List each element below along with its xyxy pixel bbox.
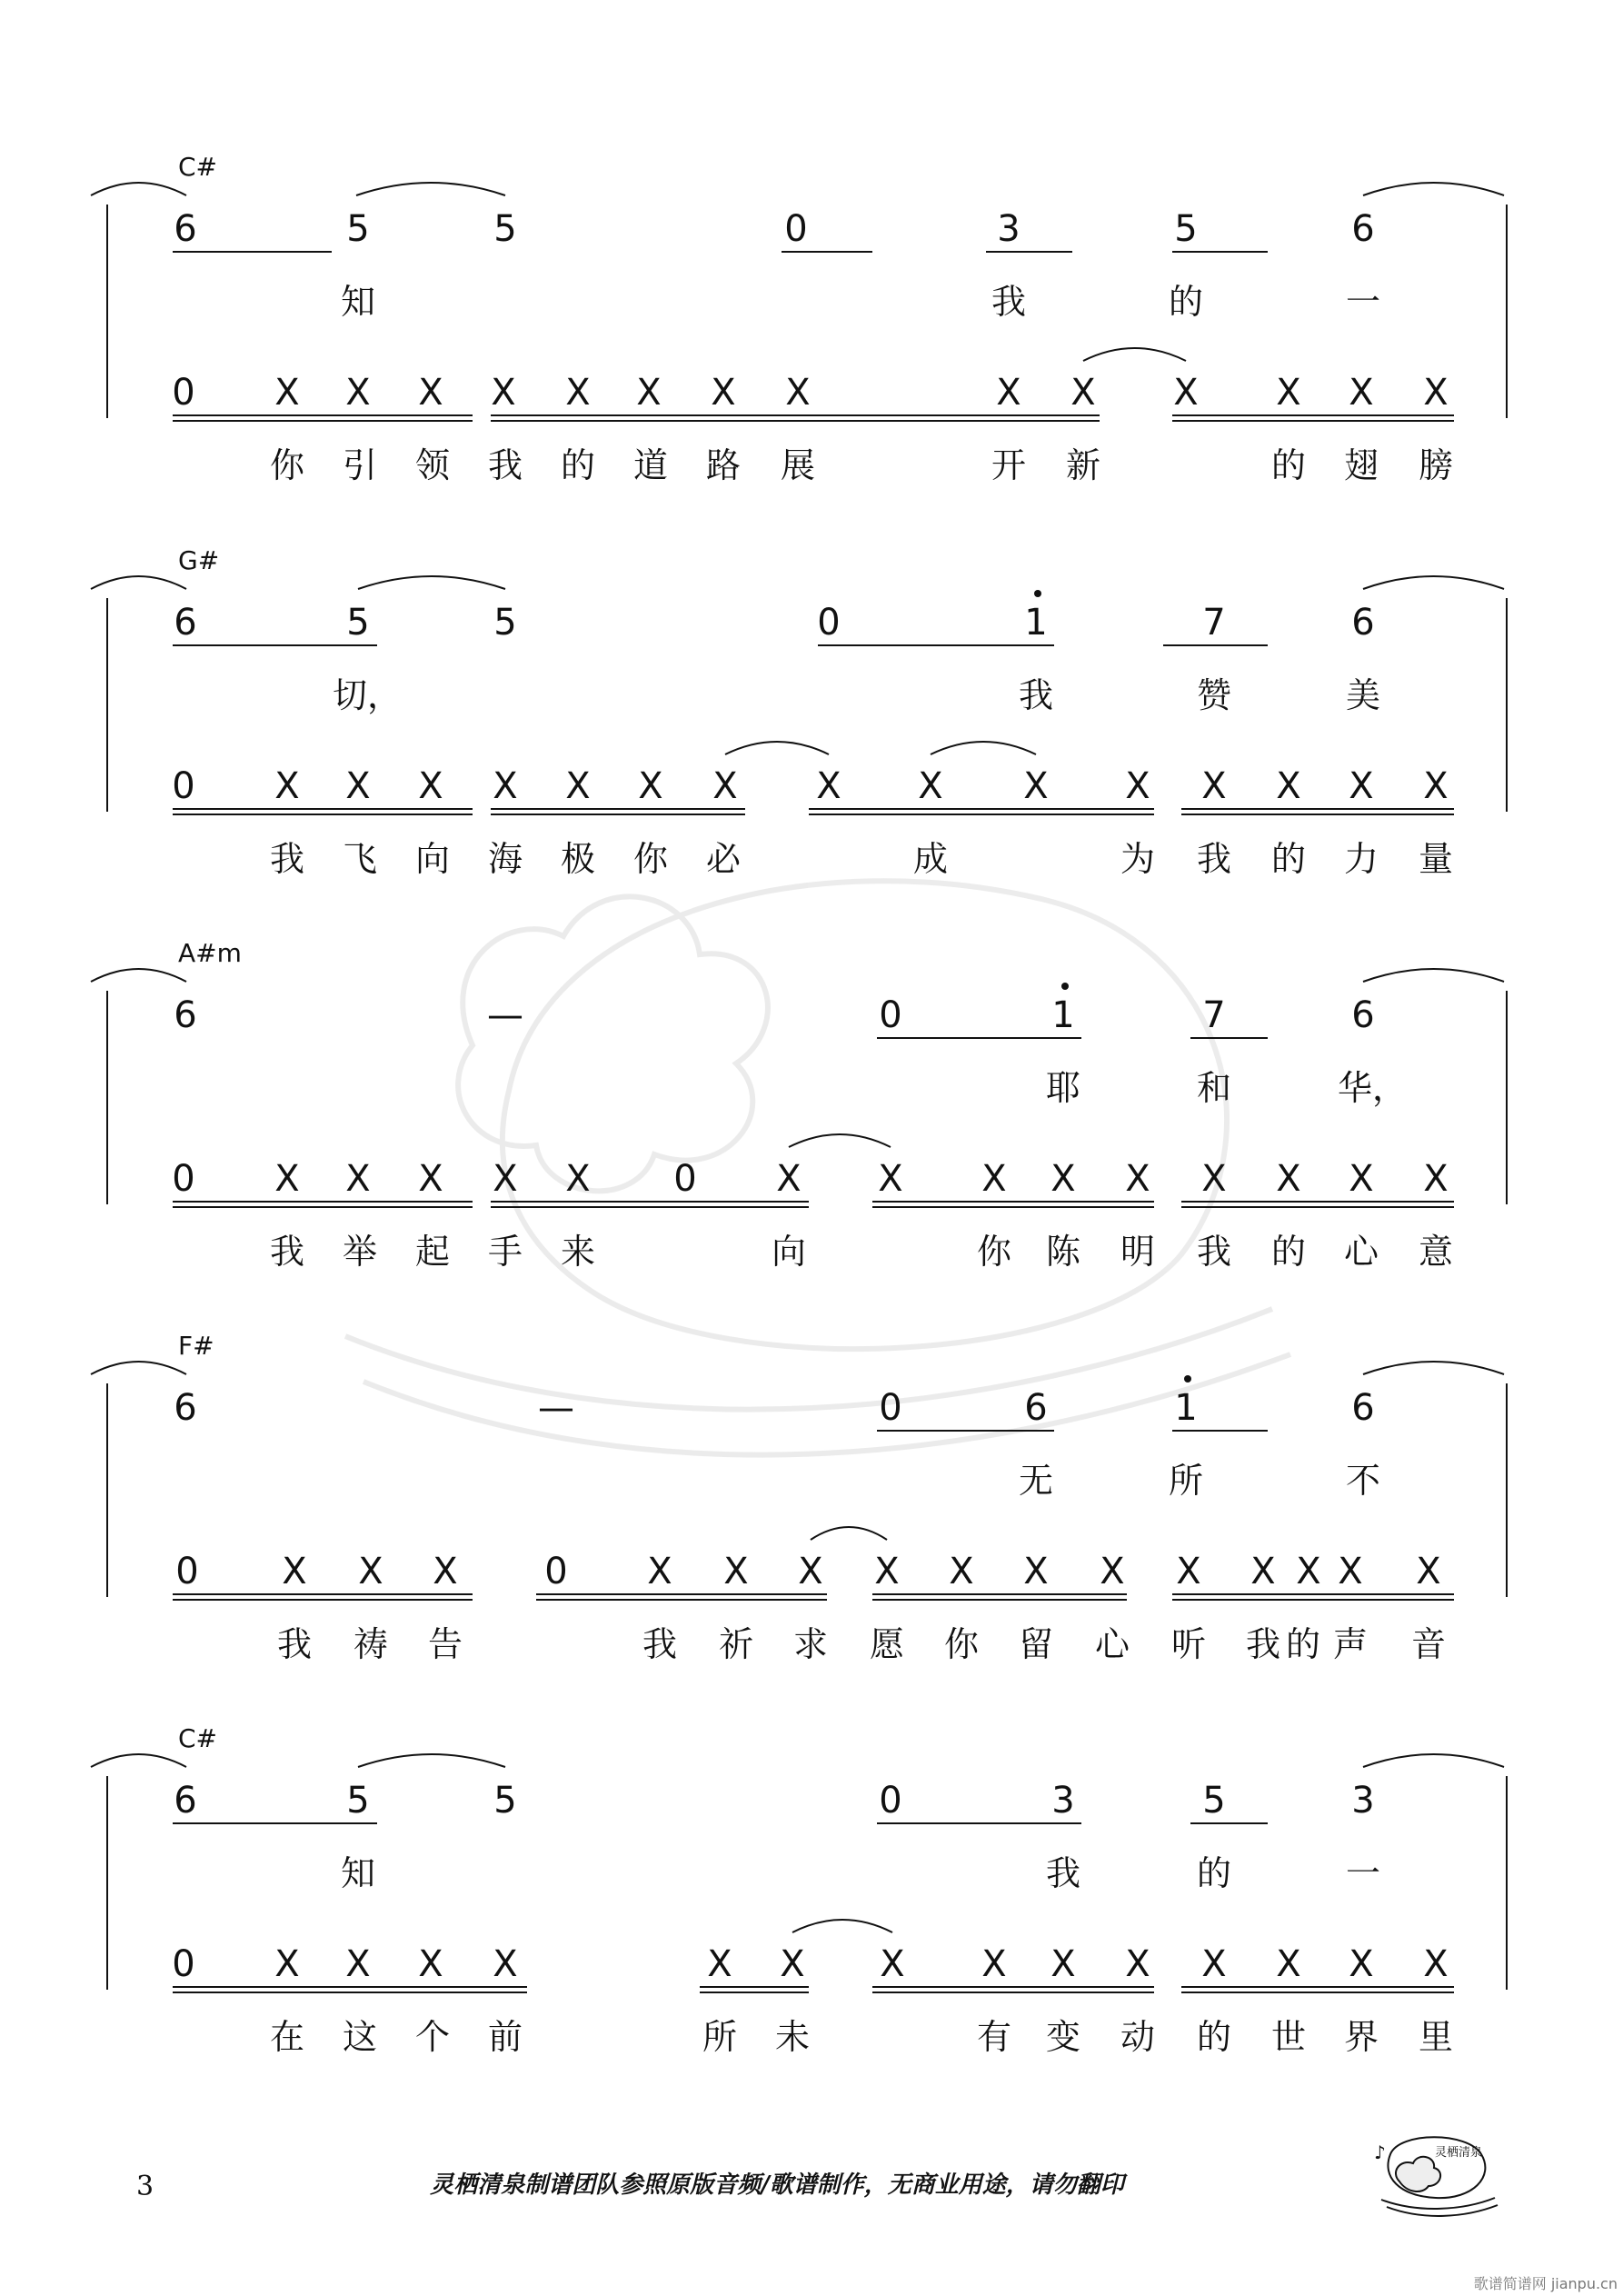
rhythm-beat: X — [636, 372, 662, 414]
rap-lyric: 手 — [487, 1232, 523, 1272]
chord-symbol: A#m — [178, 938, 242, 968]
rhythm-beat: X — [1050, 1943, 1076, 1985]
rap-lyric: 向 — [414, 839, 451, 879]
rhythm-beat: 0 — [172, 1158, 195, 1200]
rhythm-slur — [811, 1527, 887, 1540]
rhythm-beat: X — [1023, 765, 1049, 807]
rhythm-beat: X — [1338, 1551, 1363, 1592]
rhythm-beat: X — [1050, 1158, 1076, 1200]
melody-note: 6 — [1024, 1387, 1048, 1429]
rhythm-slur — [725, 742, 829, 754]
rhythm-beat: X — [1125, 1158, 1150, 1200]
melody-note: 6 — [174, 994, 197, 1036]
rap-lyric: 引 — [342, 445, 378, 485]
rhythm-beat: X — [358, 1551, 383, 1592]
rhythm-beat: 0 — [172, 372, 195, 414]
rhythm-slur — [792, 1920, 892, 1932]
rhythm-beat: X — [918, 765, 943, 807]
rap-lyric: 我 — [269, 839, 305, 879]
rap-lyric: 向 — [771, 1232, 807, 1272]
rhythm-beat: X — [1201, 1158, 1227, 1200]
rhythm-beat: X — [1276, 1943, 1301, 1985]
melody-lyric: 所 — [1168, 1461, 1204, 1501]
rap-lyric: 翅 — [1343, 445, 1379, 485]
melody-note: 6 — [174, 1387, 197, 1429]
melody-note: — — [538, 1387, 574, 1429]
rap-lyric: 的 — [560, 445, 596, 485]
rap-lyric: 声 — [1332, 1624, 1369, 1664]
melody-note: 6 — [174, 1780, 197, 1822]
rap-lyric: 你 — [943, 1624, 980, 1664]
rhythm-beat: X — [996, 372, 1021, 414]
rap-lyric: 飞 — [342, 839, 378, 879]
rhythm-beat: X — [776, 1158, 802, 1200]
rap-lyric: 心 — [1343, 1232, 1379, 1272]
rhythm-beat: 0 — [175, 1551, 199, 1592]
rhythm-beat: X — [565, 765, 591, 807]
rhythm-beat: X — [1250, 1551, 1276, 1592]
rap-lyric: 我 — [276, 1624, 313, 1664]
rhythm-beat: X — [565, 372, 591, 414]
rhythm-beat: 0 — [544, 1551, 568, 1592]
rhythm-beat: X — [981, 1943, 1007, 1985]
rap-lyric: 世 — [1270, 2017, 1307, 2057]
score-system — [91, 1331, 1507, 1664]
rhythm-beat: X — [493, 1158, 518, 1200]
rhythm-beat: X — [1173, 372, 1199, 414]
rhythm-beat: X — [880, 1943, 905, 1985]
melody-slur — [1363, 576, 1504, 589]
rhythm-slur — [1083, 348, 1186, 361]
melody-note: 5 — [1174, 208, 1198, 250]
rap-lyric: 举 — [342, 1232, 378, 1272]
rap-lyric: 的 — [1196, 2017, 1232, 2057]
rap-lyric: 的 — [1270, 839, 1307, 879]
melody-note: 3 — [1351, 1780, 1375, 1822]
melody-lyric: 知 — [340, 1853, 376, 1893]
melody-slur — [356, 183, 505, 195]
melody-lyric: 的 — [1196, 1853, 1232, 1893]
melody-note: 5 — [1202, 1780, 1226, 1822]
rhythm-beat: X — [1423, 372, 1449, 414]
score-system — [91, 152, 1507, 485]
melody-note: 0 — [879, 1387, 902, 1429]
rap-lyric: 必 — [705, 839, 742, 879]
rap-lyric: 心 — [1094, 1624, 1130, 1664]
melody-lyric: 不 — [1345, 1461, 1381, 1501]
melody-slur — [91, 1754, 186, 1767]
rhythm-beat: X — [647, 1551, 672, 1592]
rap-lyric: 路 — [705, 445, 742, 485]
melody-lyric: 的 — [1168, 282, 1204, 322]
rhythm-beat: 0 — [172, 1943, 195, 1985]
score-system — [91, 1723, 1507, 2057]
chord-symbol: G# — [178, 545, 220, 575]
melody-slur — [91, 969, 186, 982]
rhythm-beat: X — [491, 372, 516, 414]
rhythm-beat: X — [493, 1943, 518, 1985]
rap-lyric: 个 — [414, 2017, 451, 2057]
melody-slur — [1363, 1754, 1504, 1767]
rap-lyric: 你 — [632, 839, 669, 879]
melody-note: 0 — [879, 994, 902, 1036]
melody-lyric: 一 — [1345, 282, 1381, 322]
rap-lyric: 我 — [269, 1232, 305, 1272]
rhythm-beat: X — [1276, 765, 1301, 807]
rap-lyric: 告 — [427, 1624, 463, 1664]
melody-slur — [1363, 1362, 1504, 1374]
rap-lyric: 变 — [1045, 2017, 1081, 2057]
rap-lyric: 膀 — [1418, 445, 1454, 485]
svg-text:♪: ♪ — [1374, 2141, 1386, 2163]
melody-lyric: 和 — [1196, 1068, 1232, 1108]
chord-symbol: F# — [178, 1331, 214, 1361]
page-number: 3 — [136, 2171, 154, 2202]
rap-lyric: 量 — [1418, 839, 1454, 879]
rhythm-beat: X — [345, 372, 371, 414]
melody-note: 0 — [784, 208, 808, 250]
rap-lyric: 祷 — [353, 1624, 389, 1664]
rap-lyric: 动 — [1120, 2017, 1156, 2057]
rhythm-beat: X — [780, 1943, 805, 1985]
melody-note: 1 — [1174, 1387, 1198, 1429]
rhythm-beat: X — [1349, 372, 1374, 414]
melody-note: 5 — [346, 1780, 370, 1822]
melody-slur — [1363, 183, 1504, 195]
melody-slur — [91, 183, 186, 195]
rhythm-beat: X — [1023, 1551, 1049, 1592]
melody-note: 5 — [493, 208, 517, 250]
rap-lyric: 求 — [792, 1624, 829, 1664]
rap-lyric: 的 — [1285, 1624, 1321, 1664]
melody-slur — [358, 576, 505, 589]
rhythm-beat: X — [282, 1551, 307, 1592]
melody-note: 0 — [879, 1780, 902, 1822]
melody-slur — [91, 1362, 186, 1374]
melody-lyric: 我 — [1018, 675, 1054, 715]
rhythm-beat: X — [274, 1158, 300, 1200]
rhythm-beat: X — [418, 765, 443, 807]
rhythm-beat: X — [1201, 765, 1227, 807]
rhythm-beat: X — [1201, 1943, 1227, 1985]
melody-note: 6 — [1351, 1387, 1375, 1429]
logo-label: 灵栖清泉 — [1434, 2146, 1483, 2160]
melody-note: 3 — [1051, 1780, 1075, 1822]
rap-lyric: 我 — [1245, 1624, 1281, 1664]
melody-note: 7 — [1202, 994, 1226, 1036]
rhythm-slur — [789, 1134, 891, 1147]
rhythm-beat: X — [345, 1158, 371, 1200]
rhythm-beat: X — [712, 765, 738, 807]
rap-lyric: 留 — [1018, 1624, 1054, 1664]
rhythm-beat: X — [798, 1551, 823, 1592]
rap-lyric: 力 — [1343, 839, 1379, 879]
rhythm-beat: X — [1349, 1158, 1374, 1200]
rap-lyric: 界 — [1343, 2017, 1379, 2057]
rap-lyric: 领 — [414, 445, 451, 485]
rhythm-beat: X — [1176, 1551, 1201, 1592]
melody-lyric: 我 — [991, 282, 1027, 322]
melody-note: 6 — [1351, 208, 1375, 250]
rap-lyric: 起 — [414, 1232, 451, 1272]
rap-lyric: 在 — [269, 2017, 305, 2057]
rhythm-beat: X — [345, 1943, 371, 1985]
rap-lyric: 愿 — [869, 1624, 905, 1664]
rhythm-beat: X — [418, 1943, 443, 1985]
high-octave-dot — [1184, 1375, 1191, 1383]
rap-lyric: 海 — [487, 839, 523, 879]
rhythm-beat: X — [1125, 765, 1150, 807]
rhythm-beat: X — [274, 372, 300, 414]
melody-slur — [91, 576, 186, 589]
rap-lyric: 所 — [702, 2017, 738, 2057]
rap-lyric: 展 — [780, 445, 816, 485]
melody-note: 3 — [997, 208, 1021, 250]
rap-lyric: 我 — [487, 445, 523, 485]
high-octave-dot — [1061, 983, 1069, 990]
rhythm-beat: X — [433, 1551, 458, 1592]
melody-lyric: 我 — [1045, 1853, 1081, 1893]
rap-lyric: 新 — [1065, 445, 1101, 485]
rhythm-beat: X — [1100, 1551, 1125, 1592]
rap-lyric: 开 — [991, 445, 1027, 485]
rhythm-beat: X — [1423, 765, 1449, 807]
rhythm-beat: X — [1423, 1943, 1449, 1985]
rhythm-beat: X — [878, 1158, 903, 1200]
rhythm-beat: X — [707, 1943, 732, 1985]
rap-lyric: 道 — [632, 445, 669, 485]
melody-lyric: 无 — [1018, 1461, 1054, 1501]
rhythm-beat: X — [638, 765, 663, 807]
rap-lyric: 我 — [1196, 839, 1232, 879]
rhythm-beat: 0 — [172, 765, 195, 807]
melody-note: 5 — [493, 602, 517, 644]
rhythm-beat: X — [274, 1943, 300, 1985]
rhythm-beat: X — [874, 1551, 900, 1592]
footer-notice: 灵栖清泉制谱团队参照原版音频/歌谱制作，无商业用途，请勿翻印 — [430, 2171, 1124, 2199]
melody-lyric: 一 — [1345, 1853, 1381, 1893]
rap-lyric: 我 — [1196, 1232, 1232, 1272]
rhythm-beat: X — [493, 765, 518, 807]
melody-note: 6 — [1351, 994, 1375, 1036]
rhythm-beat: X — [723, 1551, 749, 1592]
score-system — [91, 545, 1507, 879]
melody-note: 5 — [346, 208, 370, 250]
melody-lyric: 知 — [340, 282, 376, 322]
rhythm-beat: X — [1125, 1943, 1150, 1985]
rap-lyric: 这 — [342, 2017, 378, 2057]
melody-note: 0 — [817, 602, 841, 644]
site-watermark: 歌谱简谱网 jianpu.cn — [1473, 2275, 1618, 2292]
rap-lyric: 极 — [560, 839, 596, 879]
rhythm-beat: X — [565, 1158, 591, 1200]
melody-lyric: 切， — [332, 675, 403, 715]
chord-symbol: C# — [178, 1723, 218, 1753]
rap-lyric: 为 — [1120, 839, 1156, 879]
melody-note: 5 — [493, 1780, 517, 1822]
rhythm-beat: X — [1070, 372, 1096, 414]
rap-lyric: 祈 — [718, 1624, 754, 1664]
rap-lyric: 陈 — [1045, 1232, 1081, 1272]
melody-lyric: 赞 — [1196, 675, 1232, 715]
melody-note: 6 — [1351, 602, 1375, 644]
rap-lyric: 的 — [1270, 1232, 1307, 1272]
rap-lyric: 里 — [1418, 2017, 1454, 2057]
melody-note: — — [487, 994, 523, 1036]
rhythm-beat: X — [1349, 765, 1374, 807]
rhythm-beat: X — [949, 1551, 974, 1592]
rhythm-beat: X — [418, 372, 443, 414]
rhythm-beat: X — [274, 765, 300, 807]
rap-lyric: 成 — [912, 839, 949, 879]
rhythm-slur — [931, 742, 1036, 754]
rap-lyric: 音 — [1410, 1624, 1447, 1664]
rap-lyric: 意 — [1418, 1232, 1454, 1272]
rap-lyric: 来 — [560, 1232, 596, 1272]
rhythm-beat: 0 — [673, 1158, 697, 1200]
rhythm-beat: X — [1349, 1943, 1374, 1985]
rap-lyric: 未 — [774, 2017, 811, 2057]
rhythm-beat: X — [1416, 1551, 1441, 1592]
rap-lyric: 我 — [642, 1624, 678, 1664]
melody-note: 7 — [1202, 602, 1226, 644]
rhythm-beat: X — [345, 765, 371, 807]
chord-symbol: C# — [178, 152, 218, 182]
rhythm-beat: X — [785, 372, 811, 414]
rhythm-beat: X — [1276, 1158, 1301, 1200]
rap-lyric: 你 — [269, 445, 305, 485]
melody-note: 6 — [174, 602, 197, 644]
rhythm-beat: X — [816, 765, 841, 807]
melody-lyric: 美 — [1345, 675, 1381, 715]
rhythm-beat: X — [981, 1158, 1007, 1200]
score-system — [91, 938, 1507, 1272]
rhythm-beat: X — [1276, 372, 1301, 414]
melody-note: 1 — [1024, 602, 1048, 644]
rap-lyric: 明 — [1120, 1232, 1156, 1272]
team-logo-icon — [1374, 2137, 1498, 2216]
melody-note: 1 — [1051, 994, 1075, 1036]
rap-lyric: 听 — [1170, 1624, 1207, 1664]
melody-slur — [1363, 969, 1504, 982]
melody-lyric: 华， — [1337, 1068, 1408, 1108]
rhythm-beat: X — [711, 372, 736, 414]
rap-lyric: 有 — [976, 2017, 1012, 2057]
rhythm-beat: X — [418, 1158, 443, 1200]
melody-note: 5 — [346, 602, 370, 644]
high-octave-dot — [1034, 590, 1041, 597]
melody-lyric: 耶 — [1045, 1068, 1081, 1108]
melody-note: 6 — [174, 208, 197, 250]
rhythm-beat: X — [1423, 1158, 1449, 1200]
melody-slur — [358, 1754, 505, 1767]
rhythm-beat: X — [1296, 1551, 1321, 1592]
rap-lyric: 你 — [976, 1232, 1012, 1272]
rap-lyric: 前 — [487, 2017, 523, 2057]
rap-lyric: 的 — [1270, 445, 1307, 485]
